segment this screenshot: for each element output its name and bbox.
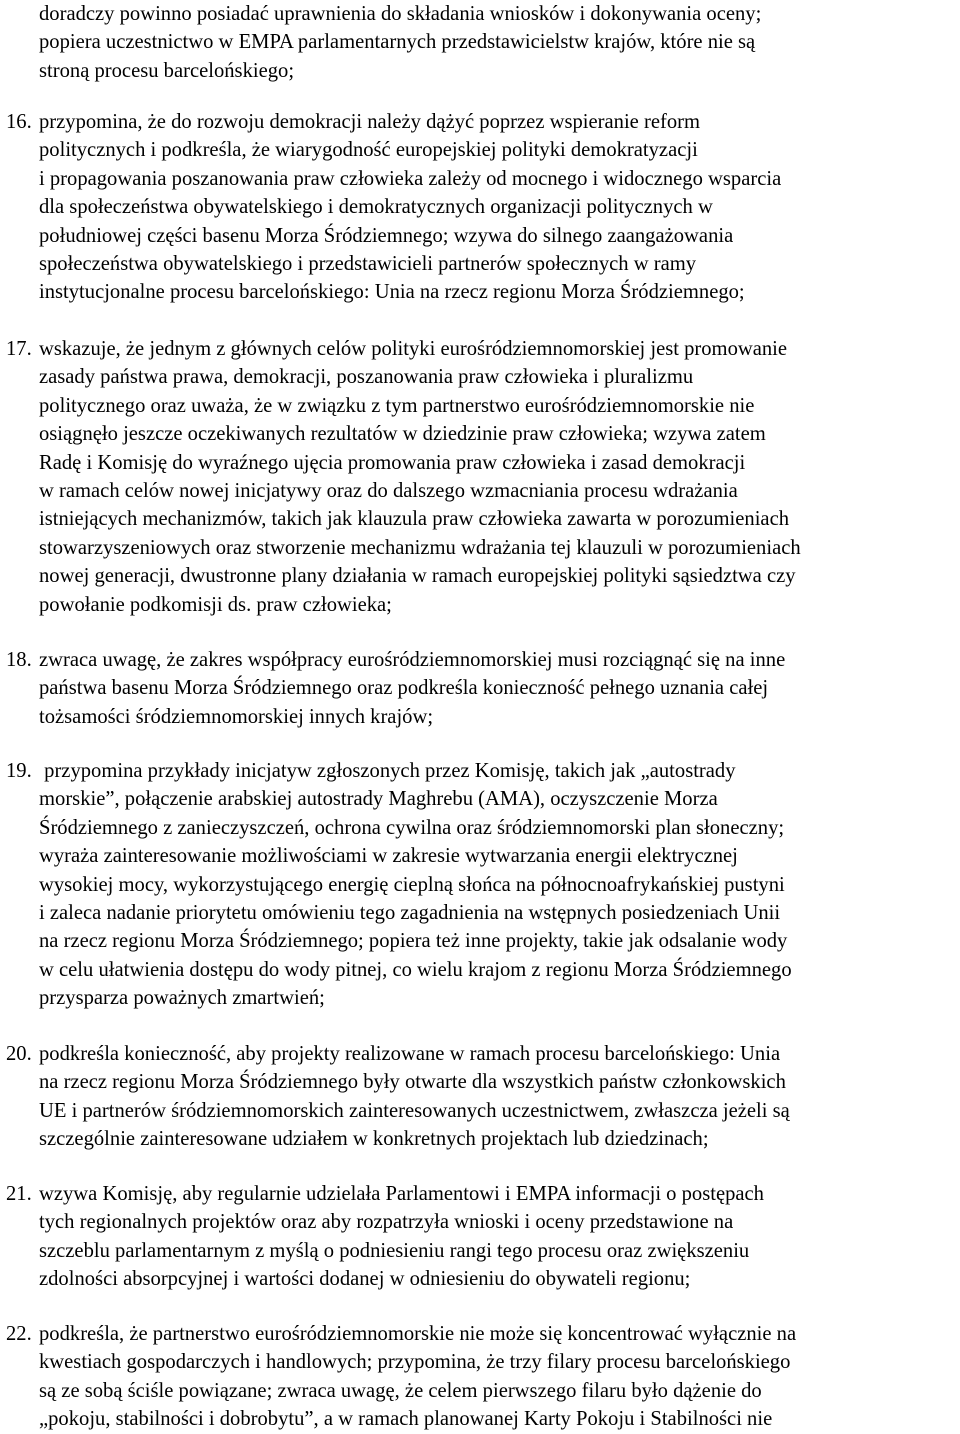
- paragraph-line: tożsamości śródziemnomorskiej innych krajów;: [39, 705, 434, 728]
- paragraph-line: szczególnie zainteresowane udziałem w konkretnych projektach lub dziedzinach;: [39, 1128, 709, 1151]
- paragraph-line: i propagowania poszanowania praw człowieka zależy od mocnego i widocznego wsparcia: [39, 167, 782, 190]
- paragraph-line: w ramach celów nowej inicjatywy oraz do dalszego wzmacniania procesu wdrażania: [39, 480, 738, 502]
- paragraph-line: osiągnęło jeszcze oczekiwanych rezultatów w dziedzinie praw człowieka; wzywa zatem: [39, 423, 766, 446]
- paragraph-line: szczeblu parlamentarnym z myślą o podniesieniu rangi tego procesu oraz zwiększeniu: [39, 1239, 750, 1262]
- paragraph-line-text: wskazuje, że jednym z głównych celów polityki eurośródziemnomorskiej jest promowanie: [39, 338, 788, 360]
- paragraph-line-text: zwraca uwagę, że zakres współpracy eurośródziemnomorskiej musi rozciągnąć się na inne: [39, 649, 786, 671]
- paragraph-line: w celu ułatwienia dostępu do wody pitnej, co wielu krajom z regionu Morza Śródziemnego: [39, 958, 792, 981]
- paragraph-number: 18.: [6, 649, 32, 671]
- paragraph-number: 20.: [6, 1043, 32, 1065]
- paragraph-number: 16.: [6, 111, 32, 133]
- paragraph-line: Radę i Komisję do wyraźnego ujęcia promowania praw człowieka i zasad demokracji: [39, 451, 746, 474]
- paragraph-line: zasady państwa prawa, demokracji, poszanowania praw człowieka i pluralizmu: [39, 366, 694, 389]
- paragraph-line: państwa basenu Morza Śródziemnego oraz podkreśla konieczność pełnego uznania całej: [39, 677, 769, 700]
- paragraph-line: nowej generacji, dwustronne plany działania w ramach europejskiej polityki sąsiedztwa czy: [39, 565, 796, 588]
- paragraph-line: wysokiej mocy, wykorzystującego energię cieplną słońca na północnoafrykańskiej pustyni: [39, 873, 785, 896]
- paragraph-line: zdolności absorpcyjnej i wartości dodanej w odniesieniu do obywateli regionu;: [39, 1268, 691, 1291]
- paragraph-number: 21.: [6, 1183, 32, 1205]
- paragraph-line: doradczy powinno posiadać uprawnienia do składania wniosków i dokonywania oceny;: [39, 3, 762, 25]
- paragraph-line: powołanie podkomisji ds. praw człowieka;: [39, 593, 392, 616]
- paragraph-line-text: przypomina, że do rozwoju demokracji należy dążyć poprzez wspieranie reform: [39, 111, 700, 133]
- paragraph-line: dla społeczeństwa obywatelskiego i demokratycznych organizacji politycznych w: [39, 196, 713, 219]
- paragraph-line: i zaleca nadanie priorytetu omówieniu tego zagadnienia na wstępnych posiedzeniach Unii: [39, 902, 781, 924]
- paragraph-line: popiera uczestnictwo w EMPA parlamentarnych przedstawicielstw krajów, które nie są: [39, 31, 756, 54]
- paragraph-line: morskie”, połączenie arabskiej autostrady Maghrebu (AMA), oczyszczenie Morza: [39, 788, 718, 811]
- paragraph-line: tych regionalnych projektów oraz aby rozpatrzyła wnioski i oceny przedstawione na: [39, 1211, 734, 1234]
- paragraph-first-line: [6, 1180, 764, 1208]
- paragraph-first-line: [6, 108, 700, 136]
- paragraph-first-line: [6, 335, 787, 363]
- paragraph-number: 17.: [6, 338, 32, 360]
- paragraph-number: 22.: [6, 1323, 32, 1345]
- paragraph-line: politycznego oraz uważa, że w związku z tym partnerstwo eurośródziemnomorskie nie: [39, 394, 755, 417]
- paragraph-line-text: podkreśla, że partnerstwo eurośródziemnomorskie nie może się koncentrować wyłącznie na: [39, 1323, 797, 1345]
- paragraph-number: 19.: [6, 760, 32, 782]
- paragraph-first-line: [6, 757, 736, 785]
- paragraph-first-line: [6, 1040, 780, 1068]
- paragraph-line: na rzecz regionu Morza Śródziemnego; popiera też inne projekty, takie jak odsalanie wody: [39, 930, 788, 953]
- paragraph-line: stroną procesu barcelońskiego;: [39, 59, 295, 82]
- paragraph-line: społeczeństwa obywatelskiego i przedstawicieli partnerów społecznych w ramy: [39, 253, 697, 275]
- paragraph-line: Śródziemnego z zanieczyszczeń, ochrona cywilna oraz śródziemnomorski plan słoneczny;: [39, 816, 785, 839]
- paragraph-line-text: wzywa Komisję, aby regularnie udzielała Parlamentowi i EMPA informacji o postępach: [39, 1183, 764, 1205]
- paragraph-first-line: [6, 1320, 796, 1348]
- paragraph-line: przysparza poważnych zmartwień;: [39, 987, 325, 1010]
- paragraph-line: wyraża zainteresowanie możliwościami w zakresie wytwarzania energii elektrycznej: [39, 845, 738, 868]
- paragraph-line: są ze sobą ściśle powiązane; zwraca uwagę, że celem pierwszego filaru było dążenie do: [39, 1379, 762, 1402]
- paragraph-line: południowej części basenu Morza Śródziemnego; wzywa do silnego zaangażowania: [39, 224, 734, 247]
- paragraph-line: „pokoju, stabilności i dobrobytu”, a w ramach planowanej Karty Pokoju i Stabilności nie: [39, 1408, 773, 1431]
- paragraph-line-text: podkreśla konieczność, aby projekty realizowane w ramach procesu barcelońskiego: Unia: [39, 1043, 781, 1065]
- paragraph-line: politycznych i podkreśla, że wiarygodność europejskiej polityki demokratyzacji: [39, 139, 698, 162]
- paragraph-line: istniejących mechanizmów, takich jak klauzula praw człowieka zawarta w porozumieniach: [39, 508, 790, 531]
- paragraph-line: kwestiach gospodarczych i handlowych; przypomina, że trzy filary procesu barcelońskiego: [39, 1351, 791, 1374]
- paragraph-line: na rzecz regionu Morza Śródziemnego były otwarte dla wszystkich państw członkowskich: [39, 1071, 786, 1094]
- paragraph-first-line: [6, 646, 785, 674]
- paragraph-line-text: przypomina przykłady inicjatyw zgłoszonych przez Komisję, takich jak „autostrady: [39, 760, 736, 782]
- paragraph-line: stowarzyszeniowych oraz stworzenie mechanizmu wdrażania tej klauzuli w porozumieniach: [39, 536, 801, 559]
- paragraph-line: instytucjonalne procesu barcelońskiego: Unia na rzecz regionu Morza Śródziemnego;: [39, 281, 745, 304]
- paragraph-line: UE i partnerów śródziemnomorskich zainteresowanych uczestnictwem, zwłaszcza jeżeli są: [39, 1099, 790, 1122]
